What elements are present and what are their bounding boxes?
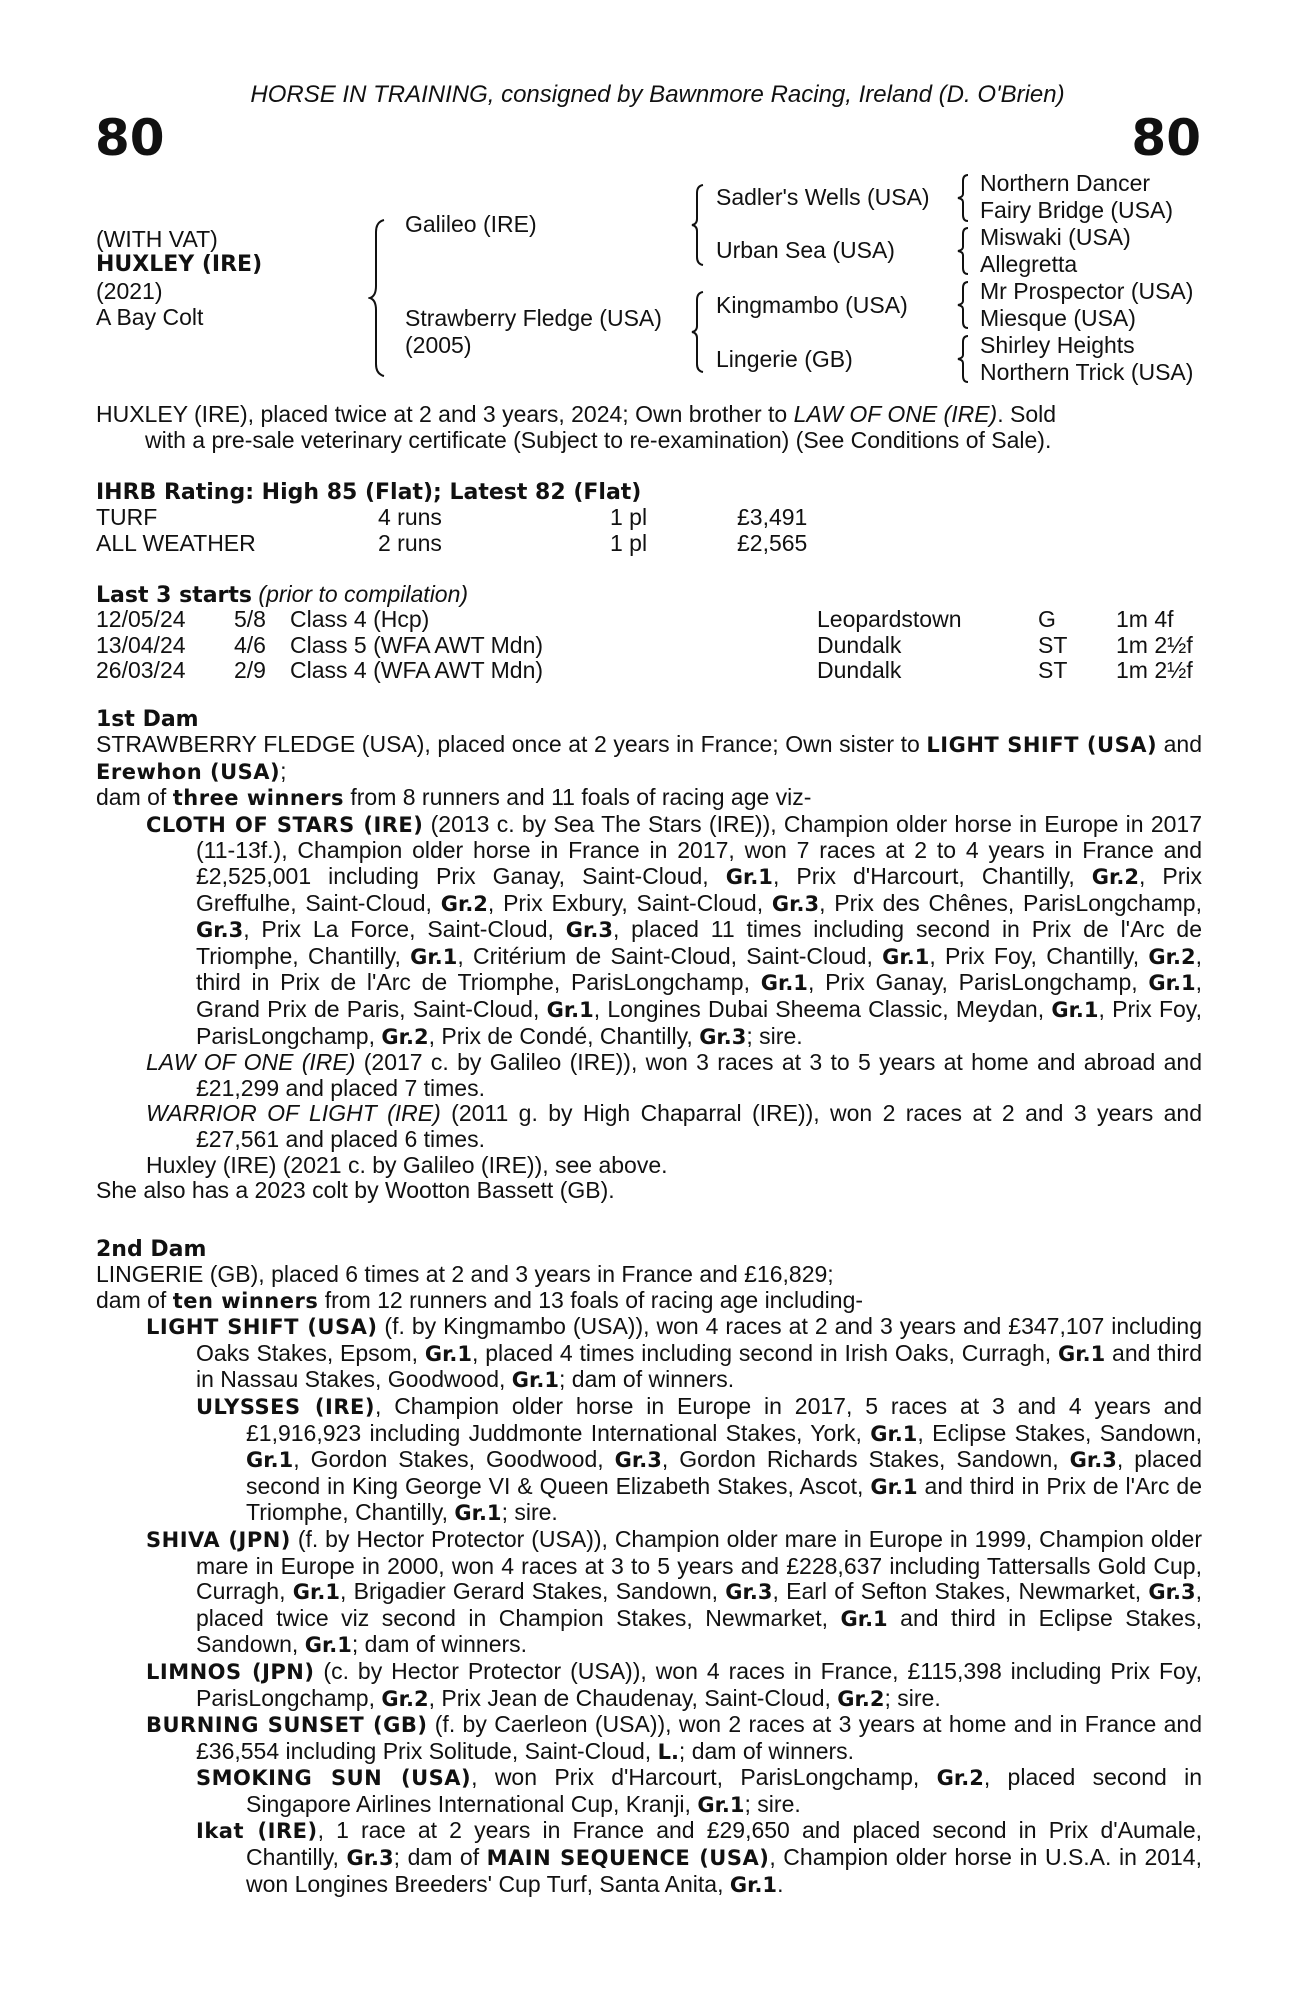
rating-table (96, 505, 807, 556)
start-row: 12/05/24 5/8 Class 4 (Hcp) Leopardstown G 1m 4f (96, 606, 1174, 632)
second-dam-produce: dam of ten winners from 12 runners and 13 foals of racing age including- (96, 1286, 864, 1313)
consignment-header: HORSE IN TRAINING, consigned by Bawnmore Racing, Ireland (D. O'Brien) (250, 81, 1065, 108)
first-dam-produce: dam of three winners from 8 runners and 11 foals of racing age viz- (96, 784, 812, 811)
list-item: SMOKING SUN (USA), won Prix d'Harcourt, ParisLongchamp, Gr.2, placed second in Singapore Airlines International Cup, Kranji, Gr.1; sire. (196, 1764, 1203, 1817)
pedigree-dam-dam: Lingerie (GB) (716, 346, 853, 372)
pedigree-sire: Galileo (IRE) (405, 211, 537, 237)
pedigree-sire-sire: Sadler's Wells (USA) (716, 184, 930, 210)
list-item: BURNING SUNSET (GB) (f. by Caerleon (USA)), won 2 races at 3 years at home and in France and £36,554 including Prix Solitude, Saint-Cloud, L.; dam of winners. (146, 1711, 1202, 1764)
first-dam-title: 1st Dam (96, 707, 199, 732)
horse-year: (2021) (96, 278, 163, 304)
list-item: LIGHT SHIFT (USA) (f. by Kingmambo (USA)), won 4 races at 2 and 3 years and £347,107 including Oaks Stakes, Epsom, Gr.1, placed 4 times including second in Irish Oaks, Curragh, Gr.1 and third in Nassau Stakes, Goodwood, Gr.1; dam of winners. (146, 1313, 1203, 1393)
lot-number-left: 80 (95, 109, 165, 167)
first-dam-intro: STRAWBERRY FLEDGE (USA), placed once at 2 years in France; Own sister to LIGHT SHIFT (USA) and Erewhon (USA); (96, 731, 1203, 784)
pedigree-g7: Shirley Heights (980, 332, 1135, 358)
pedigree-dam-sire: Kingmambo (USA) (716, 292, 908, 318)
start-row: 26/03/24 2/9 Class 4 (WFA AWT Mdn) Dundalk ST 1m 2½f (96, 657, 1193, 683)
list-item: SHIVA (JPN) (f. by Hector Protector (USA)), Champion older mare in Europe in 1999, Champion older mare in Europe in 2000, won 4 races at 3 to 5 years and £228,637 including Tattersalls Gold Cup, Curragh, Gr.1, Brigadier Gerard Stakes, Sandown, Gr.3, Earl of Sefton Stakes, Newmarket, Gr.3, placed twice viz second in Champion Stakes, Newmarket, Gr.1 and third in Eclipse Stakes, Sandown, Gr.1; dam of winners. (146, 1525, 1202, 1658)
pedigree-brace-g2 (956, 226, 970, 276)
vat-note: (WITH VAT) (96, 226, 218, 252)
list-item: Huxley (IRE) (2021 c. by Galileo (IRE)), see above. (146, 1151, 668, 1178)
horse-description: A Bay Colt (96, 304, 204, 330)
pedigree-brace-sire (690, 183, 706, 267)
list-item: Ikat (IRE), 1 race at 2 years in France and £29,650 and placed second in Prix d'Aumale, Chantilly, Gr.3; dam of MAIN SEQUENCE (USA), Champion older horse in U.S.A. in 2014, won Longines Breeders' Cup Turf, Santa Anita, Gr.1. (196, 1817, 1202, 1897)
summary-line-1: HUXLEY (IRE), placed twice at 2 and 3 years, 2024; Own brother to LAW OF ONE (IRE). Sold (96, 401, 1057, 427)
pedigree-brace-dam (690, 290, 706, 374)
pedigree-dam-year: (2005) (405, 332, 472, 358)
first-dam-body (96, 732, 1202, 1204)
pedigree-sire-dam: Urban Sea (USA) (716, 237, 895, 263)
pedigree-g1: Northern Dancer (980, 170, 1151, 196)
rating-row: TURF 4 runs 1 pl £3,491 (96, 504, 808, 530)
pedigree-g4: Allegretta (980, 251, 1078, 277)
rating-title: IHRB Rating: High 85 (Flat); Latest 82 (Flat) (96, 480, 642, 505)
list-item: LAW OF ONE (IRE) (2017 c. by Galileo (IRE)), won 3 races at 3 to 5 years at home and abroad and £21,299 and placed 7 times. (146, 1049, 1203, 1101)
last-starts-title: Last 3 starts (prior to compilation) (96, 581, 469, 608)
pedigree-g5: Mr Prospector (USA) (980, 278, 1194, 304)
second-dam-body (96, 1262, 1202, 1898)
first-dam-also: She also has a 2023 colt by Wootton Bassett (GB). (96, 1177, 615, 1204)
second-dam-intro: LINGERIE (GB), placed 6 times at 2 and 3 years in France and £16,829; (96, 1261, 834, 1287)
list-item: LIMNOS (JPN) (c. by Hector Protector (USA)), won 4 races in France, £115,398 including Prix Foy, ParisLongchamp, Gr.2, Prix Jean de Chaudenay, Saint-Cloud, Gr.2; sire. (146, 1657, 1202, 1711)
last-starts-table (96, 607, 1193, 684)
pedigree-brace-g4 (956, 334, 970, 384)
list-item: CLOTH OF STARS (IRE) (2013 c. by Sea The Stars (IRE)), Champion older horse in Europe in 2017 (11-13f.), Champion older horse in France in 2017, won 7 races at 2 to 4 years in France and £2,525,001 including Prix Ganay, Saint-Cloud, Gr.1, Prix d'Harcourt, Chantilly, Gr.2, Prix Greffulhe, Saint-Cloud, Gr.2, Prix Exbury, Saint-Cloud, Gr.3, Prix des Chênes, ParisLongchamp, Gr.3, Prix La Force, Saint-Cloud, Gr.3, placed 11 times including second in Prix de l'Arc de Triomphe, Chantilly, Gr.1, Critérium de Saint-Cloud, Saint-Cloud, Gr.1, Prix Foy, Chantilly, Gr.2, third in Prix de l'Arc de Triomphe, ParisLongchamp, Gr.1, Prix Ganay, ParisLongchamp, Gr.1, Grand Prix de Paris, Saint-Cloud, Gr.1, Longines Dubai Sheema Classic, Meydan, Gr.1, Prix Foy, ParisLongchamp, Gr.2, Prix de Condé, Chantilly, Gr.3; sire. (146, 810, 1203, 1049)
start-row: 13/04/24 4/6 Class 5 (WFA AWT Mdn) Dundalk ST 1m 2½f (96, 631, 1193, 658)
horse-name: HUXLEY (IRE) (96, 252, 263, 277)
pedigree-g2: Fairy Bridge (USA) (980, 197, 1173, 223)
lot-number-right: 80 (1131, 109, 1201, 167)
pedigree-brace-main (368, 218, 388, 378)
pedigree-dam: Strawberry Fledge (USA) (405, 305, 662, 331)
rating-row: ALL WEATHER 2 runs 1 pl £2,565 (96, 529, 808, 556)
pedigree-g8: Northern Trick (USA) (980, 359, 1194, 385)
pedigree-g6: Miesque (USA) (980, 305, 1136, 331)
list-item: WARRIOR OF LIGHT (IRE) (2011 g. by High Chaparral (IRE)), won 2 races at 2 and 3 years and £27,561 and placed 6 times. (146, 1100, 1203, 1152)
second-dam-title: 2nd Dam (96, 1237, 207, 1262)
pedigree-brace-g3 (956, 280, 970, 330)
pedigree-brace-g1 (956, 173, 970, 223)
summary-line-2: with a pre-sale veterinary certificate (Subject to re-examination) (See Conditions of Sale). (145, 427, 1052, 453)
pedigree-g3: Miswaki (USA) (980, 224, 1131, 250)
list-item: ULYSSES (IRE), Champion older horse in Europe in 2017, 5 races at 3 and 4 years and £1,916,923 including Juddmonte International Stakes, York, Gr.1, Eclipse Stakes, Sandown, Gr.1, Gordon Stakes, Goodwood, Gr.3, Gordon Richards Stakes, Sandown, Gr.3, placed second in King George VI & Queen Elizabeth Stakes, Ascot, Gr.1 and third in Prix de l'Arc de Triomphe, Chantilly, Gr.1; sire. (196, 1392, 1202, 1526)
